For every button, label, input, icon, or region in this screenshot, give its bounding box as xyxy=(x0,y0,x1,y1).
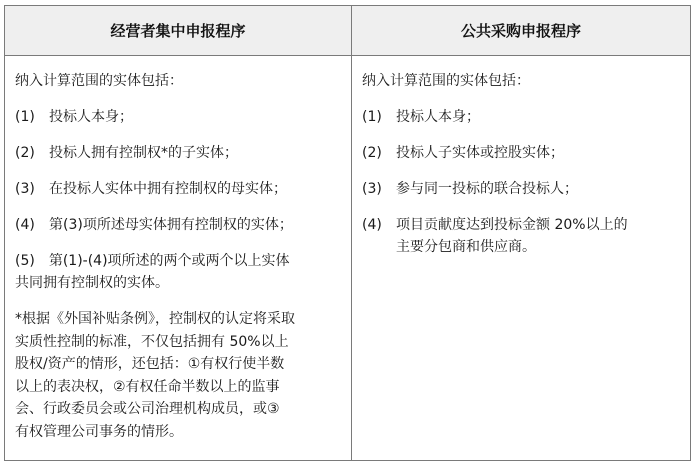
item-number: (1) xyxy=(15,109,35,125)
left-item-2 xyxy=(15,142,343,164)
item-number: (3) xyxy=(15,181,35,197)
header-merger-procedure: 经营者集中申报程序 xyxy=(5,6,352,56)
left-item-4 xyxy=(15,214,343,236)
item-4-line-2: 主要分包商和供应商。 xyxy=(396,239,536,255)
item-number: (2) xyxy=(15,145,35,161)
note-line: 有权管理公司事务的情形。 xyxy=(15,423,183,440)
comparison-table xyxy=(4,5,691,461)
header-procurement-procedure: 公共采购申报程序 xyxy=(352,6,690,56)
right-item-2 xyxy=(362,142,682,164)
item-number: (2) xyxy=(362,145,382,161)
right-item-3 xyxy=(362,178,682,200)
note-line: *根据《外国补贴条例》，控制权的认定将采取 xyxy=(15,311,295,327)
item-number: (1) xyxy=(362,109,382,125)
right-intro: 纳入计算范围的实体包括： xyxy=(362,73,530,89)
item-4-line-1: 项目贡献度达到投标金额 20%以上的 xyxy=(396,217,628,233)
left-item-3 xyxy=(15,178,343,200)
item-text: 投标人拥有控制权*的子实体； xyxy=(49,145,238,161)
left-item-5 xyxy=(15,250,343,294)
item-text: 投标人本身； xyxy=(49,109,133,125)
right-item-1 xyxy=(362,106,682,128)
item-number: (4) xyxy=(362,217,382,233)
procurement-procedure-column xyxy=(352,56,690,460)
item-5-line-2: 共同拥有控制权的实体。 xyxy=(15,275,169,291)
note-line: 以上的表决权，②有权任命半数以上的监事 xyxy=(15,378,280,395)
right-item-4 xyxy=(362,214,682,258)
item-number: (4) xyxy=(15,217,35,233)
control-definition-note xyxy=(15,308,343,444)
item-text: 参与同一投标的联合投标人； xyxy=(396,181,578,197)
left-item-1 xyxy=(15,106,343,128)
item-text: 在投标人实体中拥有控制权的母实体； xyxy=(49,181,287,197)
left-intro: 纳入计算范围的实体包括： xyxy=(15,73,183,89)
item-number: (3) xyxy=(362,181,382,197)
note-line: 实质性控制的标准，不仅包括拥有 50%以上 xyxy=(15,333,289,350)
note-line: 会、行政委员会或公司治理机构成员，或③ xyxy=(15,401,280,418)
item-5-line-1: (5) 第(1)-(4)项所述的两个或两个以上实体 xyxy=(15,253,290,269)
merger-procedure-column xyxy=(5,56,352,460)
item-text: 投标人子实体或控股实体； xyxy=(396,145,564,161)
item-text: 投标人本身； xyxy=(396,109,480,125)
item-text: 第(3)项所述母实体拥有控制权的实体； xyxy=(49,217,293,233)
item-text xyxy=(396,214,682,258)
note-line: 股权/资产的情形，还包括：①有权行使半数 xyxy=(15,356,285,373)
